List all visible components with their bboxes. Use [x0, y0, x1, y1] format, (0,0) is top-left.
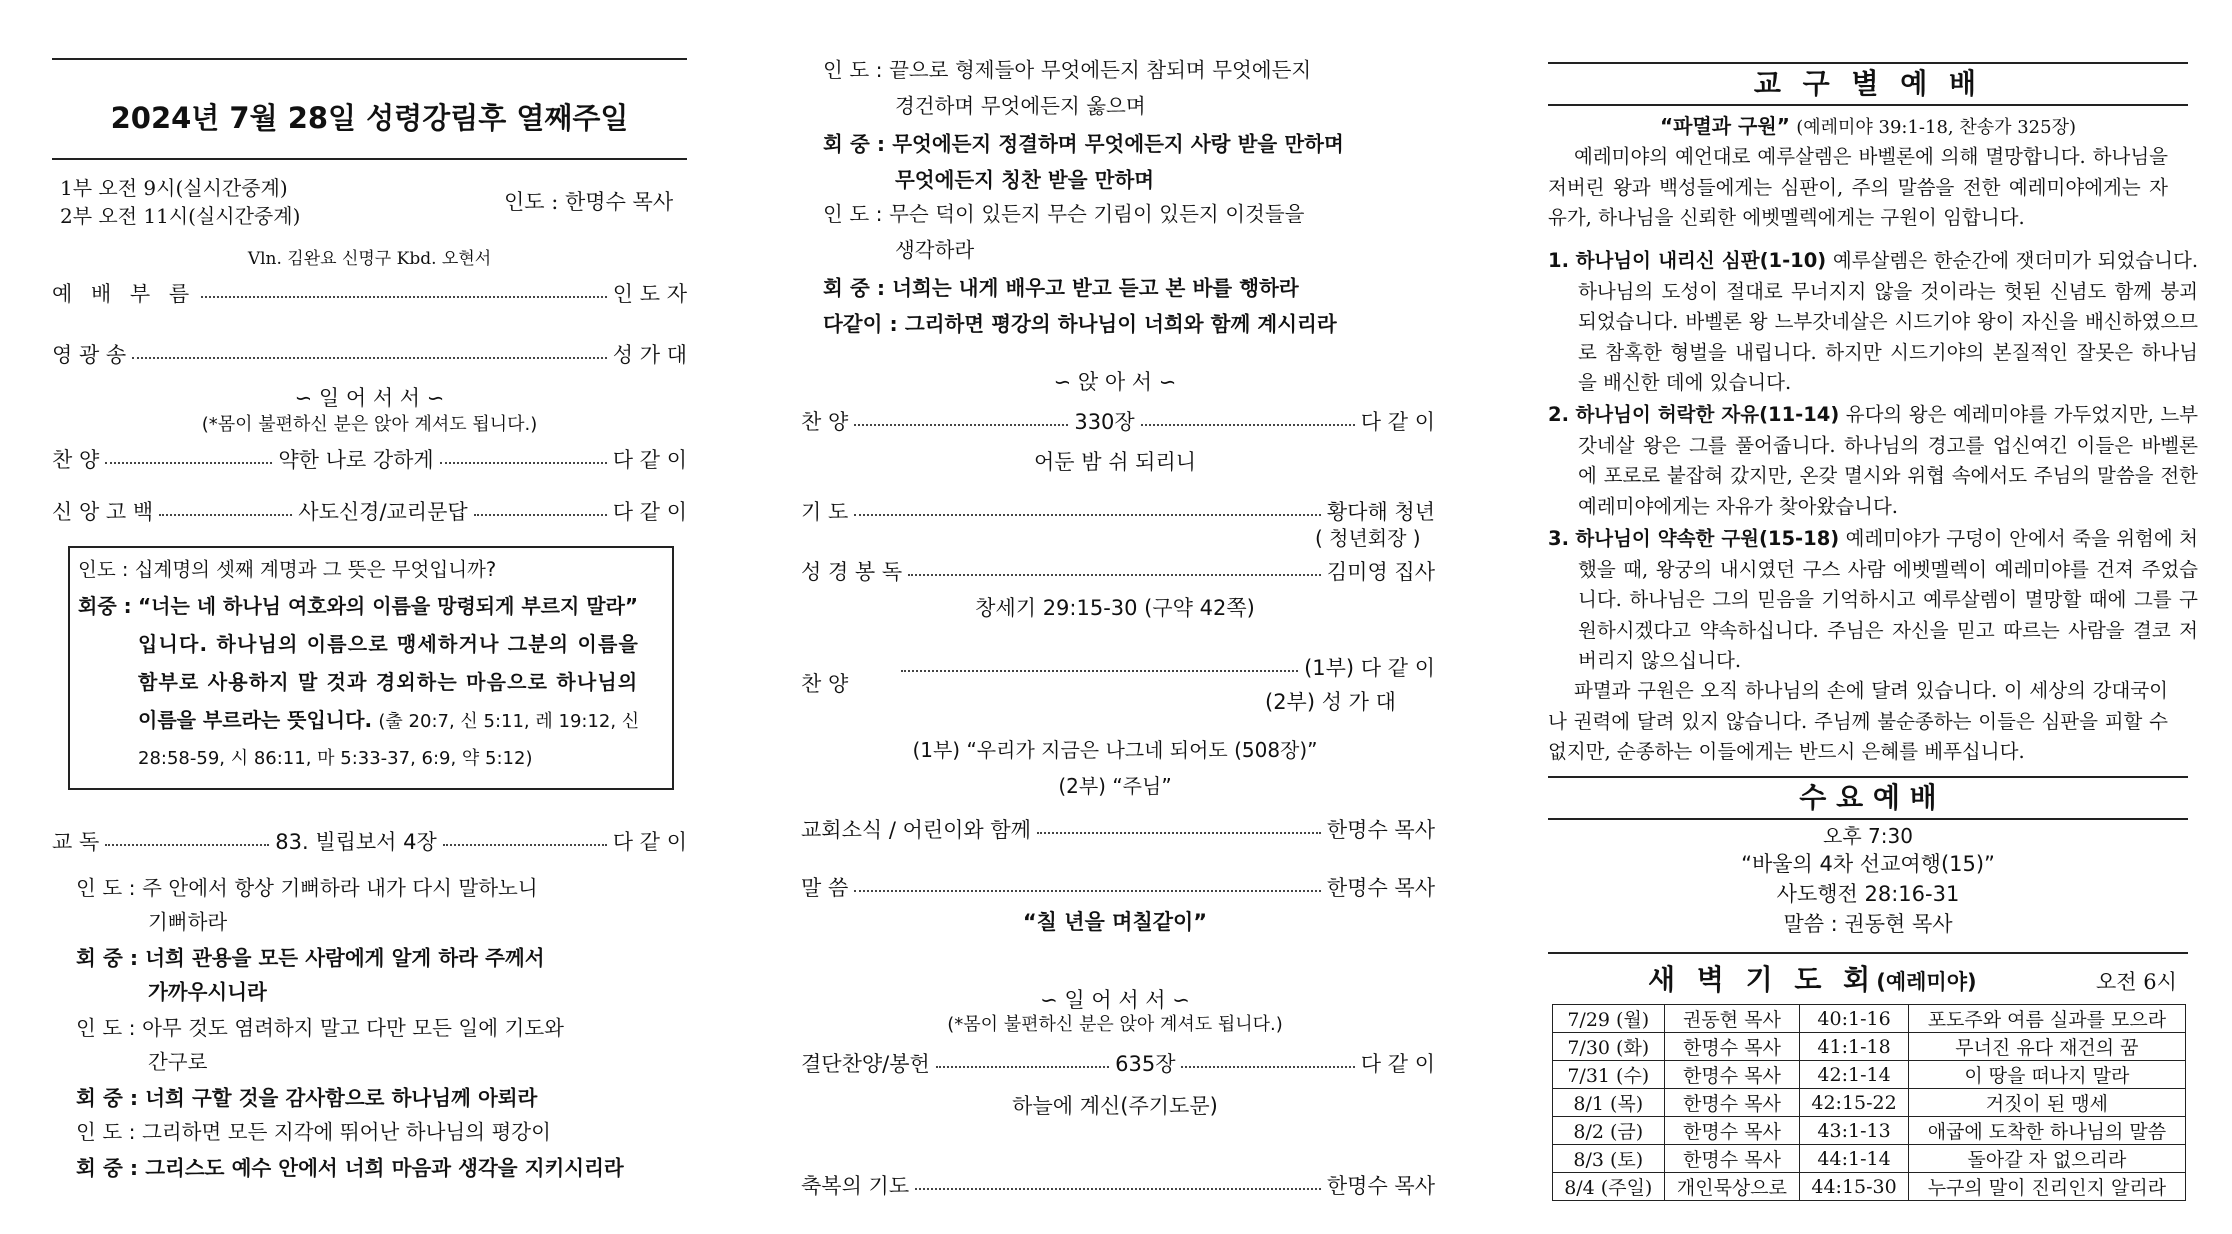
reading-line: 회 중 : 너희 구할 것을 감사함으로 하나님께 아뢰라 [76, 1086, 538, 1110]
order-gloria [52, 339, 687, 369]
scripture-reference: 창세기 29:15-30 (구약 42쪽) [975, 596, 1255, 620]
order-label: 결단찬양/봉헌 [801, 1052, 930, 1076]
choir-song-2: (2부) “주님” [1058, 774, 1172, 798]
order-person: (1부) 다 같 이 [1304, 656, 1435, 680]
schedule-row [1553, 1117, 2186, 1145]
order-label: 신 앙 고 백 [52, 500, 154, 524]
order-label: 교회소식 / 어린이와 함께 [801, 818, 1031, 842]
choir-song-1: (1부) “우리가 지금은 나그네 되어도 (508장)” [912, 738, 1318, 762]
district-title-line [1548, 110, 2188, 139]
order-creed [52, 496, 687, 526]
order-label: 성 경 봉 독 [801, 560, 903, 584]
stand-up-note: (*몸이 불편하신 분은 앉아 계셔도 됩니다.) [947, 1014, 1283, 1035]
order-person: 다 같 이 [1360, 410, 1435, 434]
district-title: “파멸과 구원” [1659, 114, 1790, 138]
hymn-title: 약한 나로 강하게 [278, 448, 434, 472]
wednesday-speaker: 말씀 : 권동현 목사 [1783, 912, 1953, 936]
reading-line: 인 도 : 그리하면 모든 지각에 뛰어난 하나님의 평강이 [76, 1120, 551, 1144]
schedule-title: 애굽에 도착한 하나님의 말씀 [1908, 1117, 2185, 1145]
order-person: 한명수 목사 [1326, 876, 1435, 900]
order-person: 다 같 이 [612, 448, 688, 472]
reading-line: 다같이 : 그리하면 평강의 하나님이 너희와 함께 계시리라 [823, 312, 1337, 336]
title-rule [52, 158, 687, 160]
schedule-title: 거짓이 된 맹세 [1908, 1089, 2185, 1117]
schedule-title: 돌아갈 자 없으리라 [1908, 1145, 2185, 1173]
wednesday-title: “바울의 4차 선교여행(15)” [1741, 852, 1995, 876]
hymn-number: 330장 [1074, 410, 1135, 434]
catechism-answer-3: 함부로 사용하지 말 것과 경외하는 마음으로 하나님의 [138, 670, 639, 694]
prayer-note: ( 청년회장 ) [1315, 526, 1421, 550]
dawn-top-rule [1548, 952, 2188, 954]
reading-line-cont: 간구로 [148, 1050, 208, 1074]
stand-up-note: (*몸이 불편하신 분은 앉아 계셔도 됩니다.) [201, 414, 538, 435]
schedule-speaker: 한명수 목사 [1664, 1033, 1800, 1061]
schedule-speaker: 한명수 목사 [1664, 1117, 1800, 1145]
schedule-title: 누구의 말이 진리인지 알리라 [1908, 1173, 2185, 1201]
hymn-number: 635장 [1115, 1052, 1176, 1076]
reading-line-cont: 가까우시니라 [148, 980, 267, 1004]
schedule-title: 무너진 유다 재건의 꿈 [1908, 1033, 2185, 1061]
order-responsive-reading [52, 826, 687, 856]
schedule-speaker: 권동현 목사 [1664, 1005, 1800, 1033]
service-time-1: 1부 오전 9시(실시간중계) [60, 176, 288, 200]
wednesday-reference: 사도행전 28:16-31 [1776, 882, 1960, 906]
schedule-date: 7/30 (화) [1553, 1033, 1665, 1061]
catechism-answer-2: 입니다. 하나님의 이름으로 맹세하거나 그분의 이름을 [138, 632, 640, 656]
schedule-title: 이 땅을 떠나지 말라 [1908, 1061, 2185, 1089]
schedule-speaker: 한명수 목사 [1664, 1089, 1800, 1117]
schedule-passage: 43:1-13 [1800, 1117, 1908, 1145]
service-leader: 인도 : 한명수 목사 [504, 190, 674, 214]
order-label: 찬 양 [801, 410, 849, 434]
order-person: 다 같 이 [1360, 1052, 1436, 1076]
order-call-to-worship [52, 278, 687, 308]
district-point-3: 3. 하나님이 약속한 구원(15-18) 예레미야가 구덩이 안에서 죽을 위험에 처했을 때, 왕궁의 내시였던 구스 사람 에벳멜렉이 예레미야를 건져 주었습니다. 하나님은 그의 믿음을 기억하시고 예루살렘이 멸망할 때에 그를 구원하시겠다고 약속하십니다. 주님은 자신을 믿고 따르는 사람을 결코 저버리지 않으십니다. [1548, 527, 2198, 672]
reading-line: 회 중 : 그리스도 예수 안에서 너희 마음과 생각을 지키시리라 [76, 1156, 624, 1180]
reading-line-cont: 기뻐하라 [148, 910, 228, 934]
schedule-passage: 42:15-22 [1800, 1089, 1908, 1117]
top-rule [52, 58, 687, 60]
catechism-answer-1: “너는 네 하나님 여호와의 이름을 망령되게 부르지 말라” [138, 594, 639, 618]
reading-line: 회 중 : 너희는 내게 배우고 받고 듣고 본 바를 행하라 [823, 276, 1299, 300]
schedule-speaker: 한명수 목사 [1664, 1061, 1800, 1089]
stand-up-label: ∽ 일 어 서 서 ∽ [1040, 988, 1190, 1012]
catechism-ref-2: 28:58-59, 시 86:11, 마 5:33-37, 6:9, 약 5:12) [138, 748, 533, 769]
order-hymn-2 [801, 406, 1435, 436]
order-person: 한명수 목사 [1326, 1174, 1435, 1198]
wednesday-time: 오후 7:30 [1823, 824, 1913, 848]
order-label: 교 독 [52, 830, 100, 854]
musicians: Vln. 김완요 신명구 Kbd. 오현서 [247, 249, 492, 269]
order-person: 김미영 집사 [1326, 560, 1435, 584]
order-label: 기 도 [801, 500, 849, 524]
reading-line: 인 도 : 무슨 덕이 있든지 무슨 기림이 있든지 이것들을 [823, 202, 1305, 226]
column-worship-order-2 [795, 0, 1435, 1234]
catechism-answer-4: 이름을 부르라는 뜻입니다. [138, 708, 373, 732]
dawn-prayer-header: 새 벽 기 도 회(예레미야) [1648, 963, 1977, 996]
schedule-row [1553, 1061, 2186, 1089]
schedule-passage: 44:15-30 [1800, 1173, 1908, 1201]
creed-title: 사도신경/교리문답 [298, 500, 468, 524]
order-person: 인 도 자 [612, 282, 687, 306]
reading-line: 인 도 : 끝으로 형제들아 무엇에든지 참되며 무엇에든지 [823, 58, 1312, 82]
dawn-prayer-time: 오전 6시 [2096, 970, 2177, 994]
reading-line-cont: 무엇에든지 칭찬 받을 만하며 [895, 168, 1155, 192]
order-person: 다 같 이 [612, 830, 688, 854]
order-sermon [801, 872, 1435, 902]
schedule-date: 8/1 (목) [1553, 1089, 1665, 1117]
schedule-row [1553, 1089, 2186, 1117]
reading-line: 인 도 : 아무 것도 염려하지 말고 다만 모든 일에 기도와 [76, 1016, 564, 1040]
order-person: 황다해 청년 [1326, 500, 1435, 524]
schedule-date: 7/29 (월) [1553, 1005, 1665, 1033]
order-label: 찬 양 [52, 448, 100, 472]
district-intro: 예레미야의 예언대로 예루살렘은 바벨론에 의해 멸망합니다. 하나님을 저버린 왕과 백성들에게는 심판이, 주의 말씀을 전한 예레미야에게는 자유가, 하나님을 신뢰한 에벳멜렉에게는 구원이 임합니다. [1548, 145, 2168, 229]
offering-song: 하늘에 계신(주기도문) [1012, 1094, 1218, 1118]
schedule-date: 8/2 (금) [1553, 1117, 1665, 1145]
catechism-box [68, 546, 674, 790]
reading-line: 인 도 : 주 안에서 항상 기뻐하라 내가 다시 말하노니 [76, 876, 538, 900]
schedule-date: 7/31 (수) [1553, 1061, 1665, 1089]
schedule-passage: 42:1-14 [1800, 1061, 1908, 1089]
order-person: 다 같 이 [612, 500, 688, 524]
wednesday-worship-header: 수 요 예 배 [1548, 776, 2188, 820]
order-choir-2: (2부) 성 가 대 [1265, 690, 1396, 714]
district-closing: 파멸과 구원은 오직 하나님의 손에 달려 있습니다. 이 세상의 강대국이나 권력에 달려 있지 않습니다. 주님께 불순종하는 이들은 심판을 피할 수 없지만, 순종하는 이들에게는 반드시 은혜를 베푸십니다. [1548, 679, 2168, 763]
district-worship-header: 교 구 별 예 배 [1548, 62, 2188, 106]
district-point-2: 2. 하나님이 허락한 자유(11-14) 유다의 왕은 예레미야를 가두었지만, 느부갓네살 왕은 그를 풀어줍니다. 하나님의 경고를 업신여긴 이들은 바벨론에 포로로 붙잡혀 갔지만, 온갖 멸시와 위협 속에서도 주님의 말씀을 전한 예레미야에게는 자유가 찾아왔습니다. [1548, 403, 2199, 518]
order-benediction [801, 1170, 1435, 1200]
schedule-row [1553, 1005, 2186, 1033]
order-hymn [52, 444, 687, 474]
sermon-title: “칠 년을 며칠같이” [1022, 910, 1208, 934]
schedule-date: 8/4 (주일) [1553, 1173, 1665, 1201]
reading-title: 83. 빌립보서 4장 [275, 830, 437, 854]
sit-down-label: ∽ 앉 아 서 ∽ [1053, 370, 1177, 394]
order-offering [801, 1048, 1435, 1078]
schedule-speaker: 개인묵상으로 [1664, 1173, 1800, 1201]
order-label: 예 배 부 름 [52, 282, 196, 306]
order-choir-1 [895, 652, 1435, 682]
service-time-2: 2부 오전 11시(실시간중계) [60, 204, 301, 228]
schedule-passage: 41:1-18 [1800, 1033, 1908, 1061]
dawn-prayer-schedule [1552, 1004, 2186, 1201]
order-label: 말 씀 [801, 876, 849, 900]
column-bulletin-info [1548, 0, 2199, 1234]
order-person: 한명수 목사 [1326, 818, 1435, 842]
reading-line-cont: 생각하라 [895, 238, 975, 262]
schedule-row [1553, 1145, 2186, 1173]
page-title: 2024년 7월 28일 성령강림후 열째주일 [110, 101, 629, 135]
reading-line: 회 중 : 무엇에든지 정결하며 무엇에든지 사랑 받을 만하며 [823, 132, 1344, 156]
catechism-ref-1: (출 20:7, 신 5:11, 레 19:12, 신 [378, 711, 640, 732]
order-label: 영 광 송 [52, 343, 127, 367]
schedule-row [1553, 1173, 2186, 1201]
district-reference: (예레미야 39:1-18, 찬송가 325장) [1796, 117, 2077, 138]
schedule-passage: 40:1-16 [1800, 1005, 1908, 1033]
order-person: 성 가 대 [612, 343, 687, 367]
order-choir-label: 찬 양 [801, 672, 849, 696]
schedule-title: 포도주와 여름 실과를 모으라 [1908, 1005, 2185, 1033]
schedule-passage: 44:1-14 [1800, 1145, 1908, 1173]
catechism-question: 인도 : 십계명의 셋째 계명과 그 뜻은 무엇입니까? [78, 558, 497, 581]
order-announcements [801, 814, 1435, 844]
hymn-title: 어둔 밤 쉬 되리니 [1033, 450, 1197, 474]
district-point-1: 1. 하나님이 내리신 심판(1-10) 예루살렘은 한순간에 잿더미가 되었습니다. 하나님의 도성이 절대로 무너지지 않을 것이라는 헛된 신념도 함께 붕괴되었습니다. 바벨론 왕 느부갓네살은 시드기야 왕이 자신을 배신하였으므로 참혹한 형벌을 내립니다. 하지만 시드기야의 본질적인 잘못은 하나님을 배신한 데에 있습니다. [1548, 249, 2199, 394]
reading-line: 회 중 : 너희 관용을 모든 사람에게 알게 하라 주께서 [76, 946, 545, 970]
column-worship-order-1 [52, 0, 687, 1234]
stand-up-label: ∽ 일 어 서 서 ∽ [294, 386, 445, 410]
order-scripture [801, 556, 1435, 586]
catechism-answer-label: 회중 : [78, 594, 132, 618]
order-label: 축복의 기도 [801, 1174, 910, 1198]
schedule-speaker: 한명수 목사 [1664, 1145, 1800, 1173]
schedule-row [1553, 1033, 2186, 1061]
schedule-date: 8/3 (토) [1553, 1145, 1665, 1173]
reading-line-cont: 경건하며 무엇에든지 옳으며 [895, 94, 1146, 118]
